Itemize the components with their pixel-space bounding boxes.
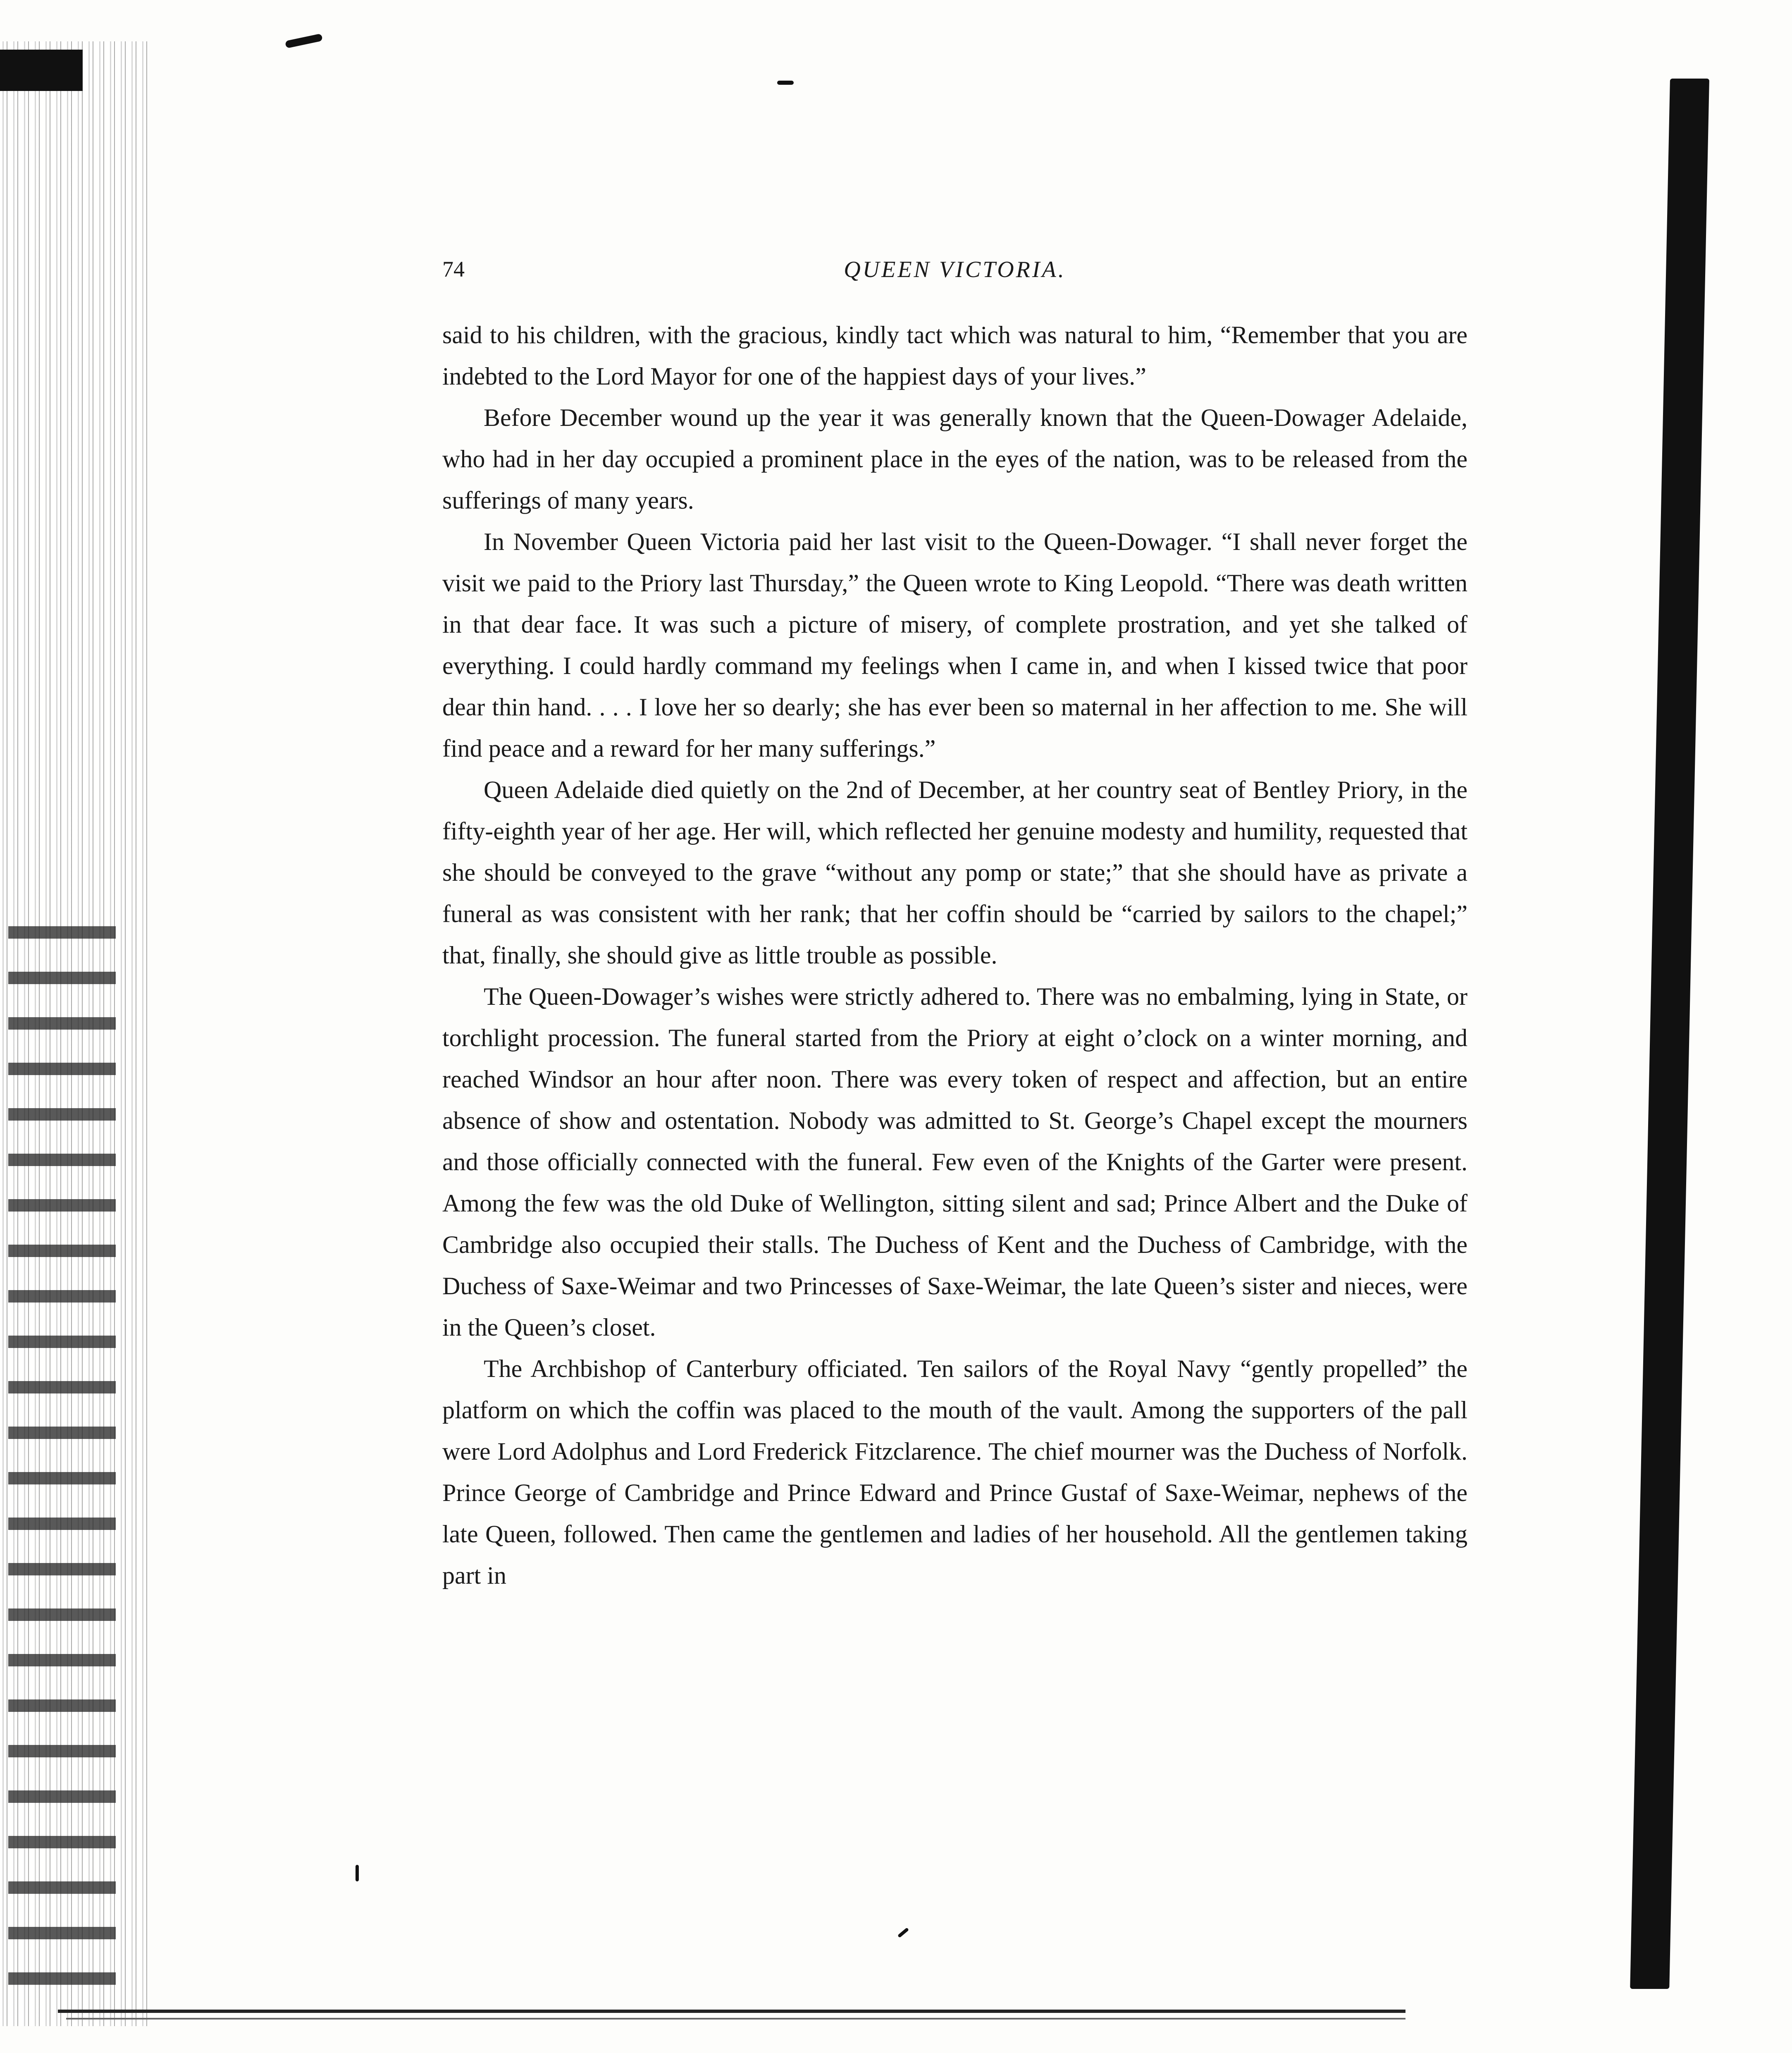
paragraph: Queen Adelaide died quietly on the 2nd of December, at her country seat of Bentley Priory, in the fifty-eighth year of her age. Her will, which reflected her genuine modesty and humility, requested that she should be conveyed to the grave “without any pomp or state;” that she should have as private a funeral as was consistent with her rank; that her coffin should be “carried by sailors to the chapel;” that, finally, she should give as little trouble as possible. xyxy=(442,776,1467,969)
page-number: 74 xyxy=(442,257,465,282)
right-binding-edge xyxy=(1630,79,1709,1989)
paragraph: said to his children, with the gracious, kindly tact which was natural to him, “Remember that you are indebted to the Lord Mayor for one of the happiest days of your lives.” xyxy=(442,321,1467,390)
scan-speck xyxy=(897,1927,909,1938)
bottom-edge-line-secondary xyxy=(66,2018,1405,2020)
running-title: QUEEN VICTORIA. xyxy=(844,257,1066,282)
paragraph: The Queen-Dowager’s wishes were strictly adhered to. There was no embalming, lying in State, or torchlight procession. The funeral started from the Priory at eight o’clock on a winter morning, and reached Windsor an hour after noon. There was every token of respect and affection, but an entire absence of show and ostentation. Nobody was admitted to St. George’s Chapel except the mourners and those officially connected with the funeral. Few even of the Knights of the Garter were present. Among the few was the old Duke of Wellington, sitting silent and sad; Prince Albert and the Duke of Cambridge also occupied their stalls. The Duchess of Kent and the Duchess of Cambridge, with the Duchess of Saxe-Weimar and two Princesses of Saxe-Weimar, the late Queen’s sister and nieces, were in the Queen’s closet. xyxy=(442,983,1467,1341)
left-binding-marks xyxy=(8,910,116,1985)
scan-speck xyxy=(777,81,794,85)
body-text xyxy=(442,314,1467,1596)
running-head xyxy=(442,248,1467,294)
paragraph: The Archbishop of Canterbury officiated. Ten sailors of the Royal Navy “gently propelled” the platform on which the coffin was placed to the mouth of the vault. Among the supporters of the pall were Lord Adolphus and Lord Frederick Fitzclarence. The chief mourner was the Duchess of Norfolk. Prince George of Cambridge and Prince Edward and Prince Gustaf of Saxe-Weimar, nephews of the late Queen, followed. Then came the gentlemen and ladies of her household. All the gentlemen taking part in xyxy=(442,1355,1467,1589)
scan-speck xyxy=(356,1865,359,1881)
bottom-edge-line xyxy=(58,2010,1405,2013)
paragraph: In November Queen Victoria paid her last visit to the Queen-Dowager. “I shall never forget the visit we paid to the Priory last Thursday,” the Queen wrote to King Leopold. “There was death written in that dear face. It was such a picture of misery, of complete prostration, and yet she talked of everything. I could hardly command my feelings when I came in, and when I kissed twice that poor dear thin hand. . . . I love her so dearly; she has ever been so maternal in her affection to me. She will find peace and a reward for her many sufferings.” xyxy=(442,528,1467,762)
left-binding-shadow xyxy=(0,50,83,91)
scan-speck xyxy=(285,33,323,48)
paragraph: Before December wound up the year it was generally known that the Queen-Dowager Adelaide, who had in her day occupied a prominent place in the eyes of the nation, was to be released from the sufferings of many years. xyxy=(442,404,1467,514)
